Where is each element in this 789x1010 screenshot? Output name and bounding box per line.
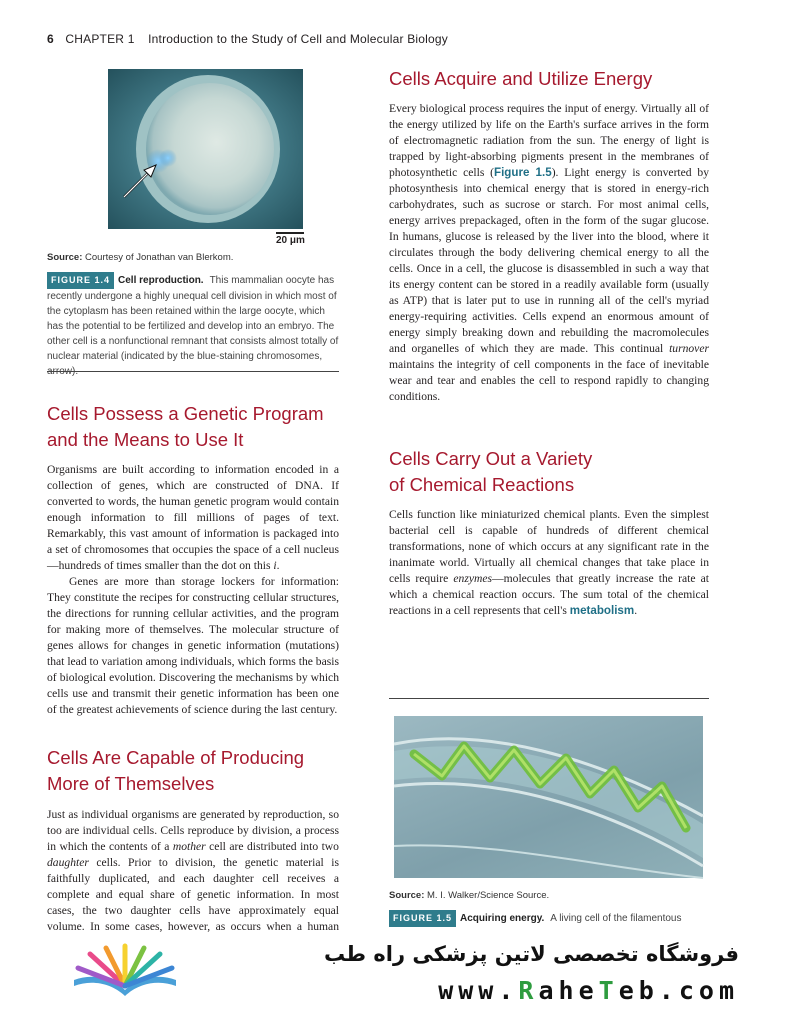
source-label: Source: xyxy=(47,252,83,263)
section-heading-reproduction xyxy=(47,745,339,797)
oocyte-illustration xyxy=(108,69,303,229)
heading-line: and the Means to Use It xyxy=(47,429,244,450)
italic-text: enzymes xyxy=(453,572,493,585)
italic-text: i xyxy=(273,559,277,572)
spirogyra-illustration xyxy=(394,716,703,878)
source-text: M. I. Walker/Science Source. xyxy=(427,890,550,901)
figure-reference-link[interactable]: Figure 1.5 xyxy=(494,166,552,179)
figure-1-4-micrograph xyxy=(108,69,303,229)
url-part: T xyxy=(598,976,619,1005)
book-logo-icon xyxy=(70,946,180,1002)
source-text: Courtesy of Jonathan van Blerkom. xyxy=(85,252,234,263)
reproduction-body xyxy=(47,807,339,931)
paragraph: Genes are more than storage lockers for information: They constitute the recipes for constructing cellular structures, the directions for running cellular activities, and the program for making more of themselves. The molecular structure of genes allows for changes in genetic information (mutations) that lead to variation among individuals, which forms the basis of biological evolution. Discovering the mechanisms by which cells use and transmit their genetic information has been one of the greatest achievements of science during the last century. xyxy=(47,575,339,716)
divider xyxy=(47,371,339,372)
text-run: Every biological process requires the input of energy. Virtually all of the energy utilized by life on the Earth's surface arrives in the form of electromagnetic radiation from the sun. The energy of light is trapped by light-absorbing pigments present in the membranes of photosynthetic cells ( xyxy=(389,102,709,179)
url-part: www. xyxy=(438,976,519,1005)
url-part: eb.com xyxy=(618,976,739,1005)
text-run: . xyxy=(634,604,638,617)
text-run: maintains the integrity of cell components in the face of inevitable wear and tear and enables the cell to respond rapidly to changing conditions. xyxy=(389,358,709,403)
section-heading-energy: Cells Acquire and Utilize Energy xyxy=(389,68,653,89)
paragraph xyxy=(47,807,339,951)
figure-title: Cell reproduction. xyxy=(118,275,204,286)
url-part: R xyxy=(518,976,539,1005)
section-heading-chemical-reactions xyxy=(389,446,709,498)
footer-store-name: فروشگاه تخصصی لاتین پزشکی راه طب xyxy=(324,942,739,966)
energy-body xyxy=(389,101,709,405)
chemical-reactions-body xyxy=(389,507,709,619)
divider xyxy=(389,698,709,699)
text-run: ). Light energy is converted by photosynthesis into chemical energy that is stored in energy-rich carbohydrates, such as sucrose or starch. For most animal cells, energy arrives prepackaged, often in the form of the sugar glucose. In humans, glucose is released by the liver into the blood, where it circulates through the body delivering chemical energy to all the cells. Once in a cell, the glucose is disassembled in such a way that its energy content can be stored in a readily available form (usually as ATP) that is later put to use in running all of the cell's myriad energy-requiring activities. Cells expend an enormous amount of energy simply breaking down and rebuilding the macromolecules and organelles of which they are made. This continual xyxy=(389,166,709,355)
figure-label: FIGURE 1.5 xyxy=(389,910,456,927)
heading-line: Cells Are Capable of Producing xyxy=(47,747,305,768)
running-header xyxy=(47,32,448,46)
figure-title: Acquiring energy. xyxy=(460,913,545,924)
text-run: Just as individual organisms are generated by reproduction, so too are individual cells. Cells reproduce by division, a process in which the contents of a xyxy=(47,808,339,853)
figure-1-4-caption xyxy=(47,272,339,379)
scale-bar xyxy=(276,232,304,234)
caption-text: A living cell of the filamentous xyxy=(550,913,682,924)
italic-text: mother xyxy=(172,840,206,853)
source-label: Source: xyxy=(389,890,425,901)
chapter-title: Introduction to the Study of Cell and Molecular Biology xyxy=(148,32,448,46)
heading-line: Cells Possess a Genetic Program xyxy=(47,403,324,424)
genetic-program-body xyxy=(47,462,339,718)
figure-1-5-source xyxy=(389,890,549,901)
text-run: —molecules that greatly increase the rate at which a chemical reaction occurs. The sum total of the chemical reactions in a cell represents that cell's xyxy=(389,572,709,617)
heading-line: of Chemical Reactions xyxy=(389,474,575,495)
figure-label: FIGURE 1.4 xyxy=(47,272,114,289)
text-run: cells. Prior to division, the genetic material is faithfully duplicated, and each daughter cell receives a complete and equal share of genetic information. In most cases, the two daughter cells have approximately equal volume. In some cases, however, as occurs when a human xyxy=(47,856,339,933)
paragraph xyxy=(389,507,709,619)
figure-1-5-micrograph xyxy=(394,716,703,878)
paragraph xyxy=(47,462,339,574)
paragraph xyxy=(389,101,709,405)
caption-text: This mammalian oocyte has recently undergone a highly unequal cell division in which most of the cytoplasm has been retained within the large oocyte, which has the potential to be fertilized and develop into an embryo. The other cell is a nonfunctional remnant that consists almost totally of nuclear material (indicated by the blue-staining chromosomes, xyxy=(47,275,339,362)
text-run: cell are distributed into two xyxy=(205,840,339,853)
chapter-label: CHAPTER 1 xyxy=(65,32,135,46)
footer-url[interactable] xyxy=(438,976,739,1005)
heading-line: More of Themselves xyxy=(47,773,215,794)
italic-text: daughter xyxy=(47,856,89,869)
scale-bar-label: 20 μm xyxy=(276,235,305,246)
heading-line: Cells Carry Out a Variety xyxy=(389,448,593,469)
section-heading-genetic-program xyxy=(47,401,339,453)
figure-1-5-caption xyxy=(389,910,709,927)
url-part: ahe xyxy=(538,976,599,1005)
figure-1-4-source xyxy=(47,252,233,263)
page-number: 6 xyxy=(47,32,54,46)
italic-text: turnover xyxy=(669,342,709,355)
text-run: Cells function like miniaturized chemical plants. Even the simplest bacterial cell is capable of hundreds of different chemical transformations, none of which occurs at any significant rate in the inanimate world. Virtually all chemical changes that take place in cells require xyxy=(389,508,709,585)
glossary-term-link[interactable]: metabolism xyxy=(569,604,635,617)
text-run: Organisms are built according to information encoded in a collection of genes, which are constructed of DNA. If converted to words, the human genetic program would contain enough information to fill millions of pages of text. Remarkably, this vast amount of information is packaged into a set of chromosomes that occupies the space of a cell nucleus—hundreds of times smaller than the dot on this xyxy=(47,463,339,572)
text-run: . xyxy=(276,559,280,572)
